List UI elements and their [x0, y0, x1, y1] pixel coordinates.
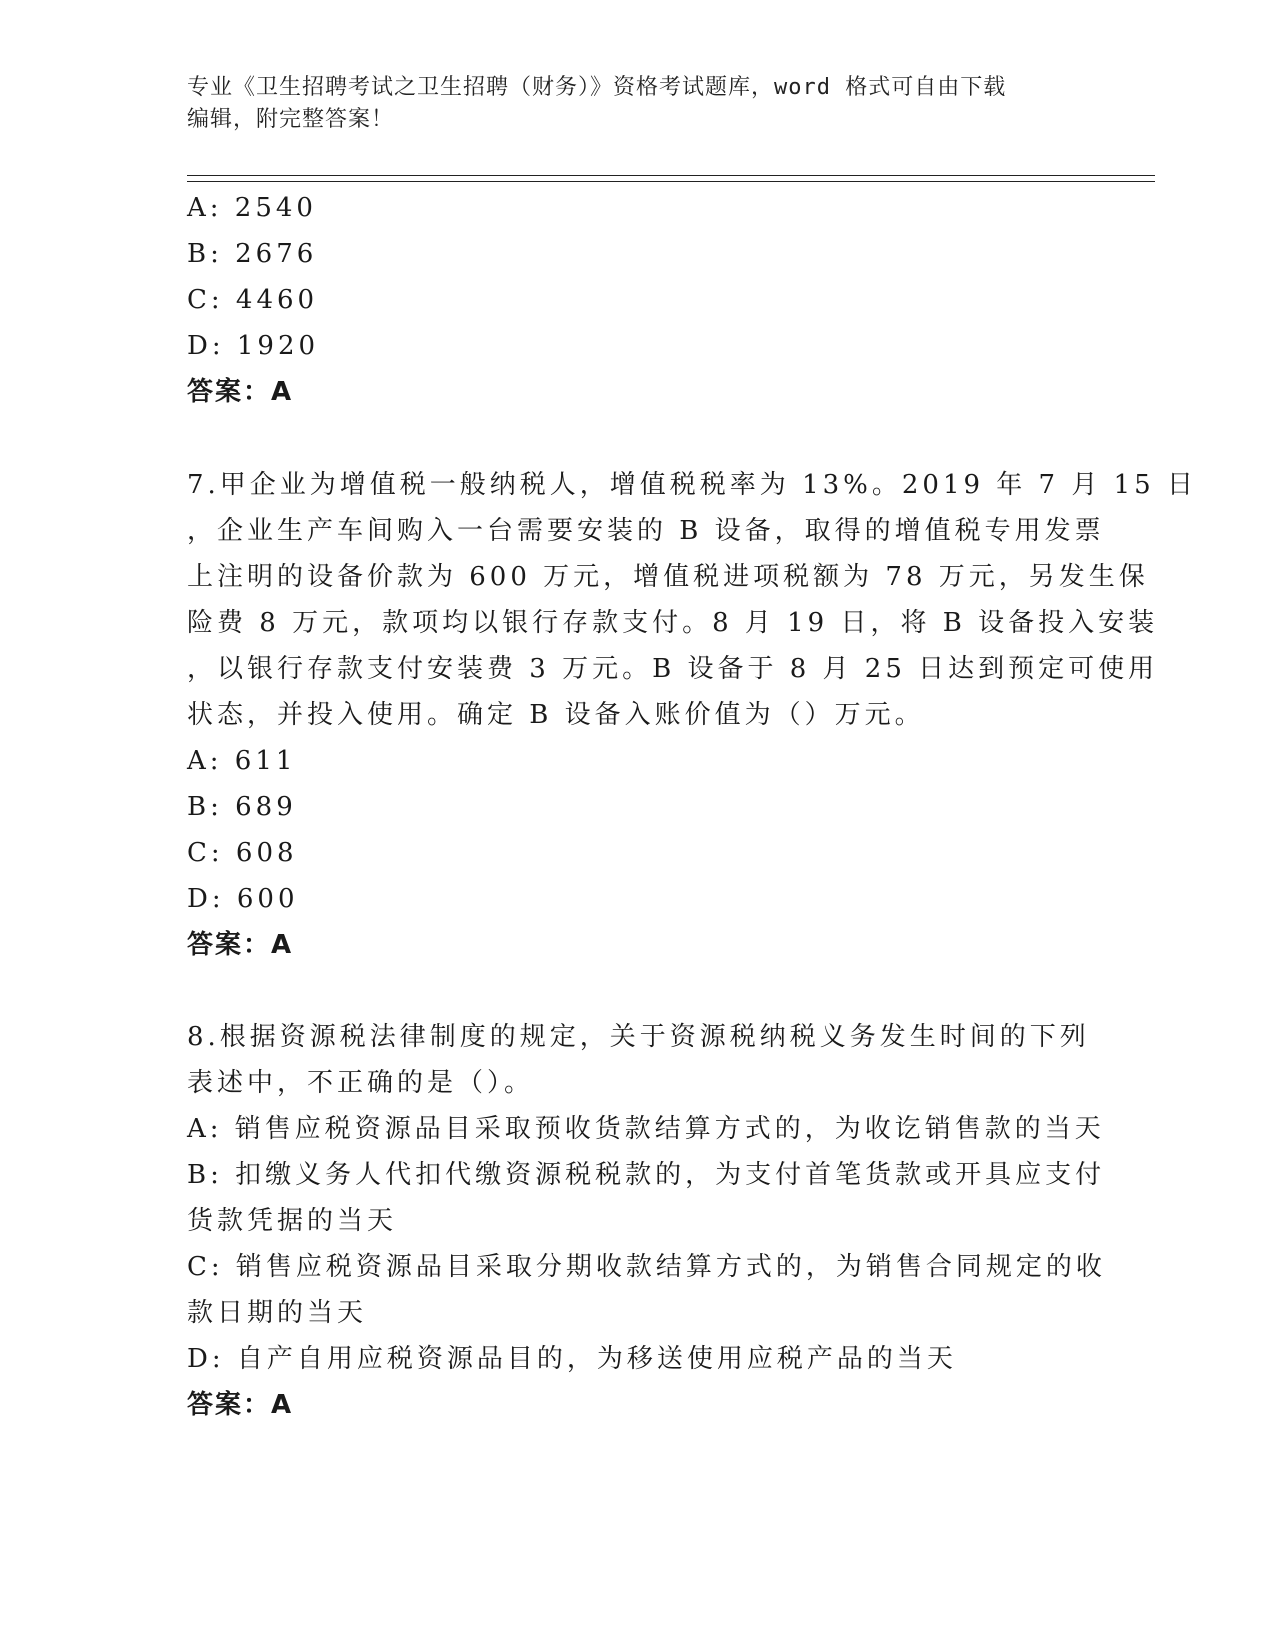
option-a: A: 611: [187, 746, 297, 776]
question-stem-line: 7.甲企业为增值税一般纳税人，增值税税率为 13%。2019 年 7 月 15 日: [187, 470, 1197, 500]
option-a: A: 2540: [187, 193, 317, 223]
answer-label: 答案：A: [187, 377, 294, 407]
option-b: B: 扣缴义务人代扣代缴资源税税款的，为支付首笔货款或开具应支付: [187, 1160, 1106, 1190]
option-d: D: 1920: [187, 331, 320, 361]
question-stem-line: ，企业生产车间购入一台需要安装的 B 设备，取得的增值税专用发票: [187, 516, 1105, 546]
header-divider-bottom: [187, 181, 1155, 182]
question-stem-line: 8.根据资源税法律制度的规定，关于资源税纳税义务发生时间的下列: [187, 1022, 1090, 1052]
option-c: C: 4460: [187, 285, 319, 315]
option-b: B: 2676: [187, 239, 318, 269]
header-divider-top: [187, 175, 1155, 176]
document-header: [187, 72, 1067, 136]
option-b-continued: 货款凭据的当天: [187, 1206, 398, 1236]
option-c-continued: 款日期的当天: [187, 1298, 368, 1328]
answer-label: 答案：A: [187, 1390, 294, 1420]
question-6-options: [187, 185, 1077, 415]
question-stem-line: 险费 8 万元，款项均以银行存款支付。8 月 19 日，将 B 设备投入安装: [187, 608, 1159, 638]
answer-label: 答案：A: [187, 930, 294, 960]
option-d: D: 自产自用应税资源品目的，为移送使用应税产品的当天: [187, 1344, 957, 1374]
option-d: D: 600: [187, 884, 299, 914]
question-stem-line: 上注明的设备价款为 600 万元，增值税进项税额为 78 万元，另发生保: [187, 562, 1149, 592]
header-line-2: 编辑，附完整答案！: [187, 107, 395, 132]
question-stem-line: ，以银行存款支付安装费 3 万元。B 设备于 8 月 25 日达到预定可使用: [187, 654, 1159, 684]
question-8: [187, 1014, 1106, 1428]
question-stem-line: 表述中，不正确的是（）。: [187, 1068, 535, 1098]
option-c: C: 608: [187, 838, 298, 868]
option-a: A: 销售应税资源品目采取预收货款结算方式的，为收讫销售款的当天: [187, 1114, 1105, 1144]
question-7: [187, 462, 1197, 968]
option-b: B: 689: [187, 792, 297, 822]
header-line-1: 专业《卫生招聘考试之卫生招聘（财务）》资格考试题库，word 格式可自由下载: [187, 75, 1007, 100]
question-stem-line: 状态，并投入使用。确定 B 设备入账价值为（）万元。: [187, 700, 925, 730]
option-c: C: 销售应税资源品目采取分期收款结算方式的，为销售合同规定的收: [187, 1252, 1106, 1282]
